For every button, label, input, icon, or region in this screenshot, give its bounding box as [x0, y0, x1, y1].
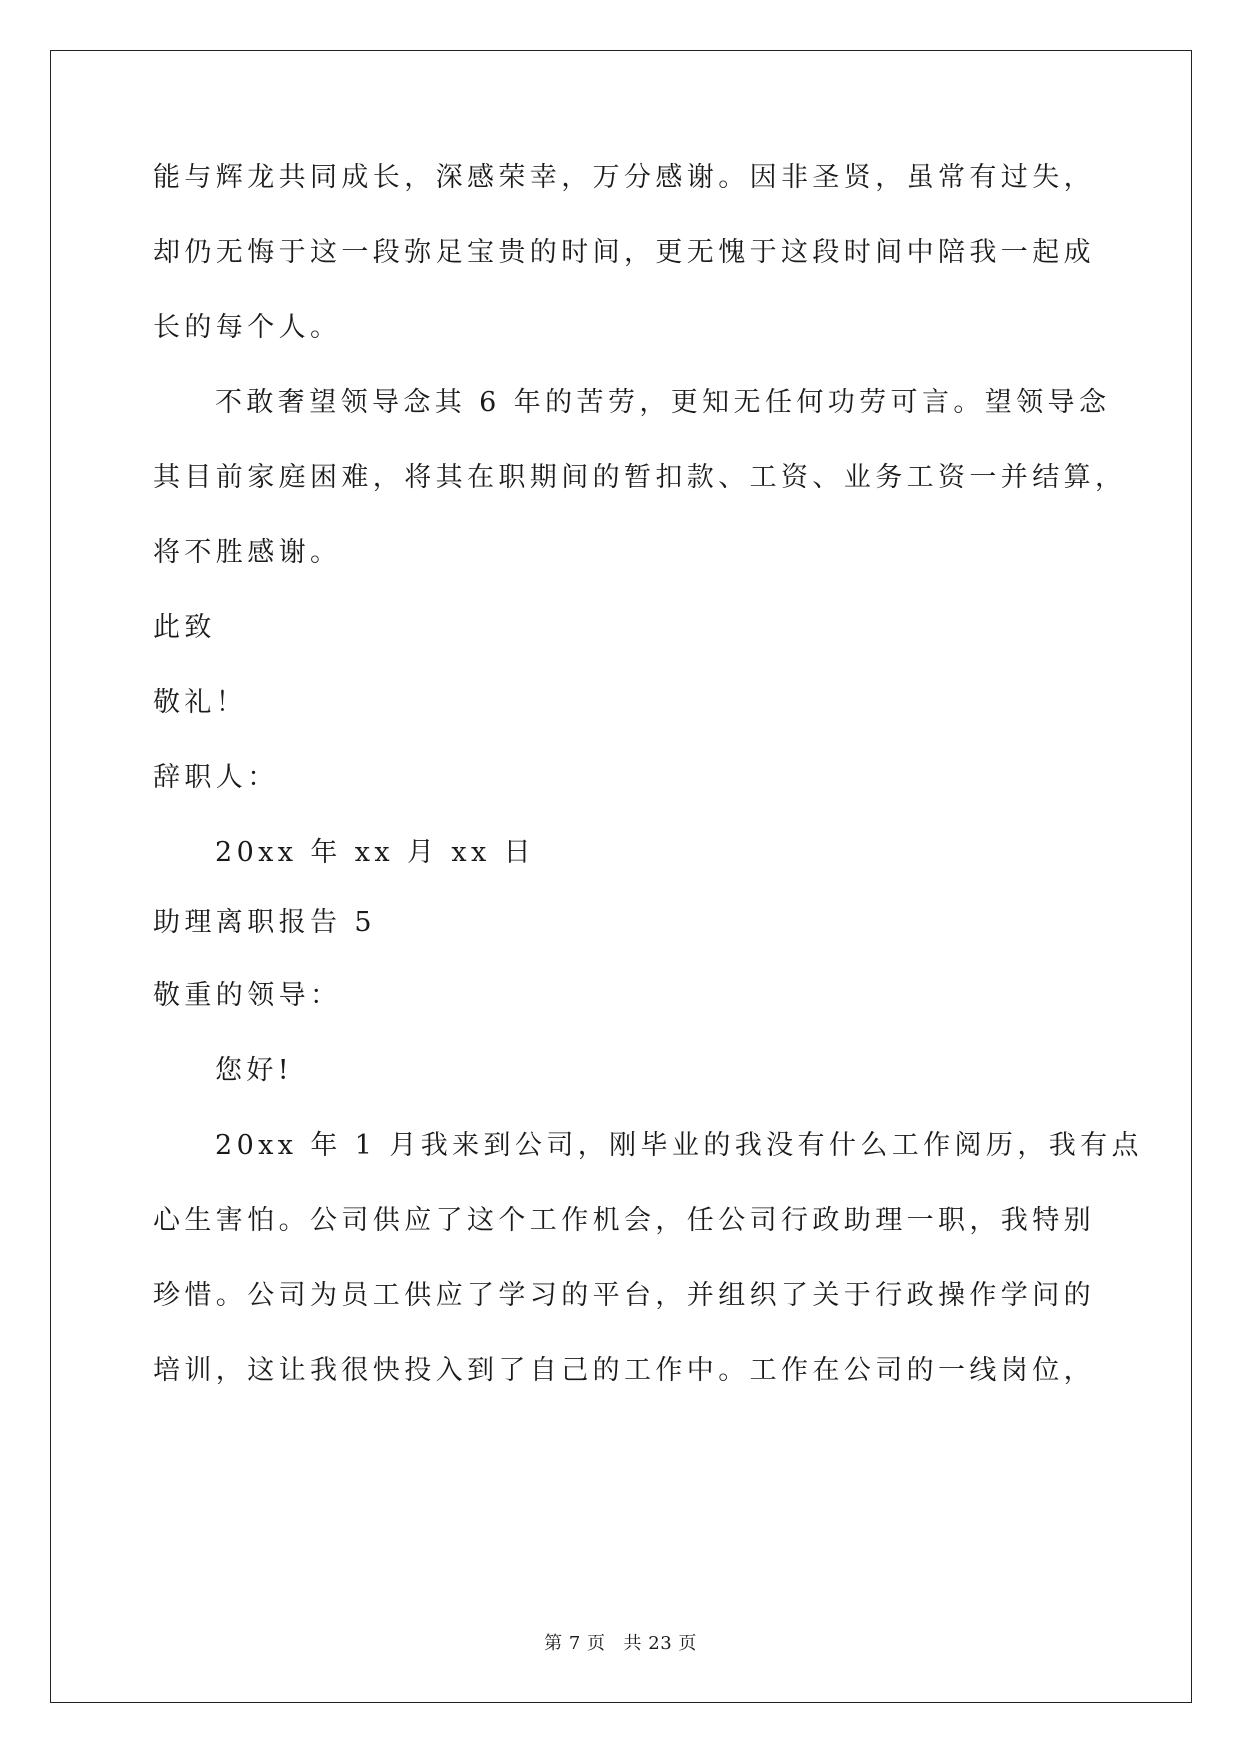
greeting-hello: 您好! [215, 1055, 294, 1086]
paragraph-line: 珍惜。公司为员工供应了学习的平台，并组织了关于行政操作学问的 [153, 1280, 1095, 1311]
paragraph-line: 心生害怕。公司供应了这个工作机会，任公司行政助理一职，我特别 [153, 1205, 1095, 1236]
paragraph-line: 培训，这让我很快投入到了自己的工作中。工作在公司的一线岗位， [153, 1355, 1095, 1386]
paragraph-line: 将不胜感谢。 [153, 537, 342, 568]
greeting-line: 敬重的领导： [153, 980, 342, 1011]
closing-salutation: 此致 [153, 612, 216, 643]
closing-regards: 敬礼！ [153, 687, 248, 718]
paragraph-line: 长的每个人。 [153, 312, 342, 343]
paragraph-line: 不敢奢望领导念其 6 年的苦劳，更知无任何功劳可言。望领导念 [215, 387, 1111, 418]
page-footer [0, 1632, 1241, 1656]
page-frame [50, 50, 1192, 1703]
page-total: 共 23 页 [623, 1633, 697, 1654]
paragraph-line: 却仍无悔于这一段弥足宝贵的时间，更无愧于这段时间中陪我一起成 [153, 237, 1095, 268]
paragraph-line: 其目前家庭困难，将其在职期间的暂扣款、工资、业务工资一并结算， [153, 462, 1127, 493]
signature-label: 辞职人： [153, 762, 279, 793]
paragraph-line: 20xx 年 1 月我来到公司，刚毕业的我没有什么工作阅历，我有点 [215, 1130, 1143, 1161]
date-line: 20xx 年 xx 月 xx 日 [215, 837, 536, 868]
page-number: 第 7 页 [544, 1633, 606, 1654]
section-title: 助理离职报告 5 [153, 907, 376, 938]
paragraph-line: 能与辉龙共同成长，深感荣幸，万分感谢。因非圣贤，虽常有过失， [153, 162, 1095, 193]
